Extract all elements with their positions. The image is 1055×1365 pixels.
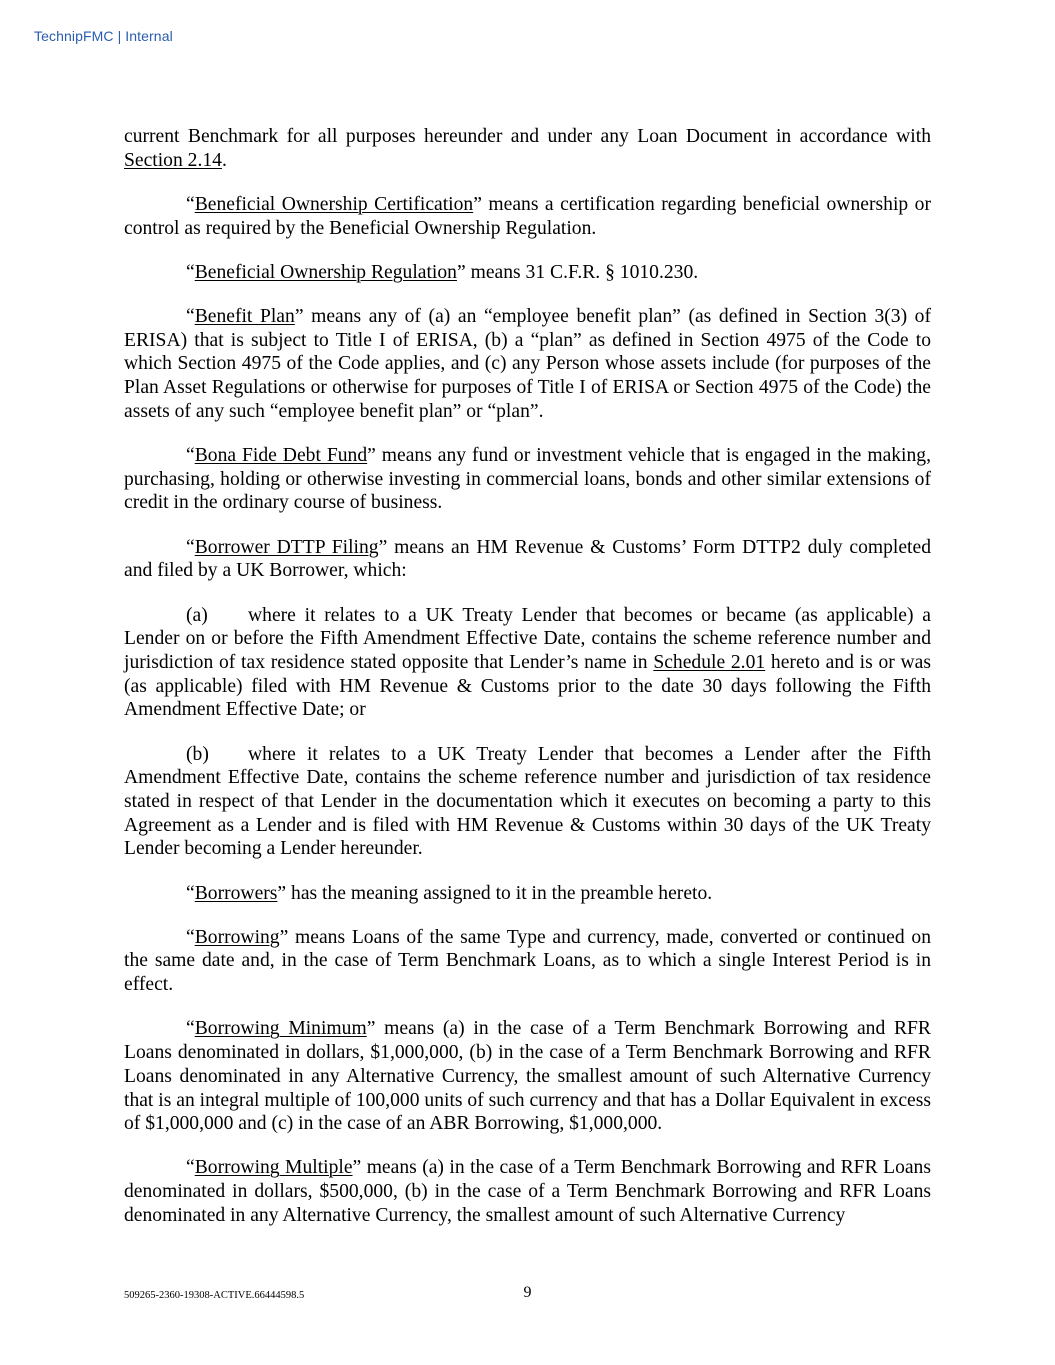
defined-term: Borrowing [194, 926, 280, 948]
definition-benefit-plan: “Benefit Plan” means any of (a) an “employee benefit plan” (as defined in Section 3(3) of ERISA) that is subject to Title I of ERISA, (b) a “plan” as defined in Section 4975 of the Code to which Section 4975 of the Code applies, and (c) any Person whose assets include (for purposes of the Plan Asset Regulations or otherwise for purposes of Title I of ERISA or Section 4975 of the Code) the assets of any such “employee benefit plan” or “plan”. [124, 306, 932, 422]
section-reference: Section 2.14 [124, 149, 222, 171]
clause-number: (a) [186, 604, 208, 626]
defined-term: Bona Fide Debt Fund [194, 445, 368, 467]
clause-number: (b) [186, 743, 209, 765]
defined-term: Beneficial Ownership Regulation [194, 261, 457, 283]
definition-beneficial-ownership-regulation: “Beneficial Ownership Regulation” means 31 C.F.R. § 1010.230. [186, 261, 699, 283]
definition-borrowing: “Borrowing” means Loans of the same Type and currency, made, converted or continued on the same date and, in the case of Term Benchmark Loans, as to which a single Interest Period is in effect. [124, 926, 931, 996]
defined-term: Benefit Plan [194, 306, 295, 328]
defined-term: Borrowers [194, 882, 278, 904]
defined-term: Borrowing Multiple [194, 1157, 353, 1179]
page-number: 9 [523, 1284, 532, 1301]
defined-term: Borrowing Minimum [194, 1018, 367, 1040]
definition-borrower-dttp-filing: “Borrower DTTP Filing” means an HM Revenue & Customs’ Form DTTP2 duly completed and filed by a UK Borrower, which: [124, 536, 931, 582]
classification-label: TechnipFMC | Internal [34, 28, 173, 44]
defined-term: Beneficial Ownership Certification [194, 193, 474, 215]
definition-borrowing-multiple: “Borrowing Multiple” means (a) in the case of a Term Benchmark Borrowing and RFR Loans denominated in dollars, $500,000, (b) in the case of a Term Benchmark Borrowing and RFR Loans denominated in any Alternative Currency, the smallest amount of such Alternative Currency [124, 1157, 931, 1226]
definition-bona-fide-debt-fund: “Bona Fide Debt Fund” means any fund or investment vehicle that is engaged in the making, purchasing, holding or otherwise investing in commercial loans, bonds and other similar extensions of credit in the ordinary course of business. [124, 445, 931, 514]
definition-borrowers: “Borrowers” has the meaning assigned to it in the preamble hereto. [186, 882, 713, 904]
defined-term: Borrower DTTP Filing [194, 536, 379, 558]
document-body [124, 125, 931, 1248]
clause-a: (a) where it relates to a UK Treaty Lender that becomes or became (as applicable) a Lender on or before the Fifth Amendment Effective Date, contains the scheme reference number and jurisdiction of tax residence stated opposite that Lender’s name in Schedule 2.01 hereto and is or was (as applicable) filed with HM Revenue & Customs prior to the date 30 days following the Fifth Amendment Effective Date; or [124, 604, 931, 721]
definition-beneficial-ownership-certification: “Beneficial Ownership Certification” means a certification regarding beneficial ownership or control as required by the Beneficial Ownership Regulation. [124, 193, 931, 239]
clause-b: (b) where it relates to a UK Treaty Lender that becomes a Lender after the Fifth Amendment Effective Date, contains the scheme reference number and jurisdiction of tax residence stated in respect of that Lender in the documentation which it executes on becoming a party to this Agreement as a Lender and is filed with HM Revenue & Customs within 30 days of the UK Treaty Lender becoming a Lender hereunder. [124, 743, 931, 860]
document-id: 509265-2360-19308-ACTIVE.66444598.5 [124, 1290, 305, 1301]
schedule-reference: Schedule 2.01 [653, 651, 766, 673]
definition-borrowing-minimum: “Borrowing Minimum” means (a) in the case of a Term Benchmark Borrowing and RFR Loans denominated in dollars, $1,000,000, (b) in the case of a Term Benchmark Borrowing and RFR Loans denominated in any Alternative Currency, the smallest amount of such Alternative Currency that is an integral multiple of 100,000 units of such currency and that has a Dollar Equivalent in excess of $1,000,000 and (c) in the case of an ABR Borrowing, $1,000,000. [124, 1018, 931, 1135]
paragraph-continuation: current Benchmark for all purposes hereunder and under any Loan Document in accordance with Section 2.14. [124, 126, 931, 171]
